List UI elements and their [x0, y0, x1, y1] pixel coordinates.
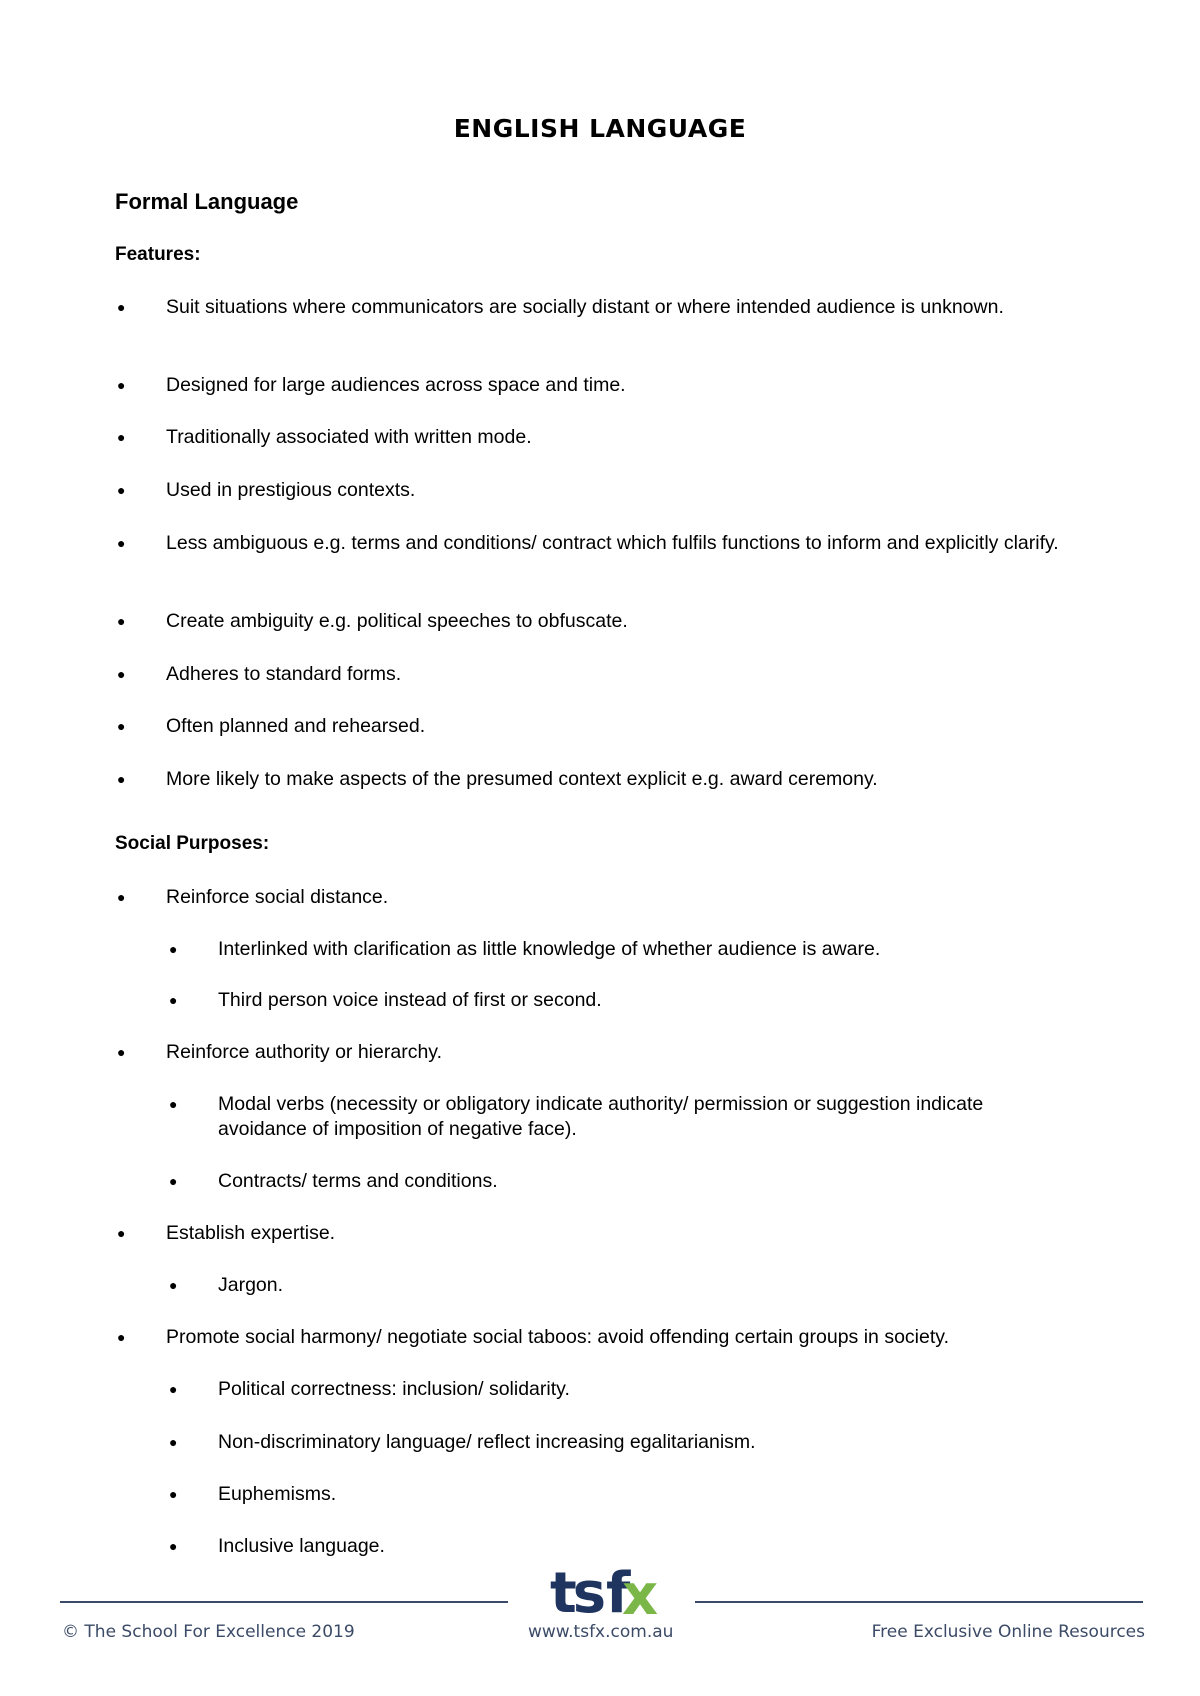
list-item: ● Designed for large audiences across space and time.	[117, 374, 626, 396]
bullet-icon: ●	[169, 1381, 178, 1397]
list-item: ● Used in prestigious contexts.	[117, 479, 416, 501]
sub-list-item: ● Contracts/ terms and conditions.	[169, 1170, 498, 1192]
list-item: ● Reinforce authority or hierarchy.	[117, 1041, 443, 1063]
sub-list-item: ● Inclusive language.	[169, 1535, 385, 1557]
bullet-icon: ●	[117, 1044, 126, 1060]
document-title: ENGLISH LANGUAGE	[453, 114, 747, 143]
bullet-icon: ●	[169, 1096, 178, 1112]
bullet-icon: ●	[117, 1225, 126, 1241]
list-item: ● Create ambiguity e.g. political speeches to obfuscate.	[117, 610, 628, 632]
sub-list-item: ● Third person voice instead of first or second.	[169, 989, 602, 1011]
svg-text:ts: ts	[550, 1561, 603, 1622]
footer-tagline: Free Exclusive Online Resources	[871, 1622, 1145, 1642]
bullet-icon: ●	[169, 992, 178, 1008]
sub-list-item: ● Interlinked with clarification as little knowledge of whether audience is aware.	[169, 938, 881, 960]
sub-list-item: ● Jargon.	[169, 1274, 284, 1296]
list-item: ● Suit situations where communicators are socially distant or where intended audience is unknown.	[117, 296, 1004, 318]
tsfx-logo-icon	[548, 1552, 658, 1622]
footer-divider-right	[695, 1601, 1143, 1603]
social-purposes-heading: Social Purposes:	[115, 833, 270, 854]
bullet-icon: ●	[117, 482, 126, 498]
sub-list-item: ● Euphemisms.	[169, 1483, 337, 1505]
footer-copyright: © The School For Excellence 2019	[62, 1622, 355, 1642]
list-item: ● Establish expertise.	[117, 1222, 336, 1244]
bullet-icon: ●	[169, 1486, 178, 1502]
list-item: ● Reinforce social distance.	[117, 886, 389, 908]
list-item: ● Less ambiguous e.g. terms and conditions/ contract which fulfils functions to inform and explicitly clarify.	[117, 532, 1059, 554]
bullet-icon: ●	[117, 535, 126, 551]
list-item: ● Traditionally associated with written mode.	[117, 426, 532, 448]
svg-text:f: f	[606, 1561, 627, 1622]
footer-divider-left	[60, 1601, 508, 1603]
bullet-icon: ●	[169, 1173, 178, 1189]
bullet-icon: ●	[169, 941, 178, 957]
bullet-icon: ●	[117, 299, 126, 315]
footer-website-link[interactable]: www.tsfx.com.au	[528, 1622, 674, 1642]
sub-list-item: ● Political correctness: inclusion/ solidarity.	[169, 1378, 570, 1400]
bullet-icon: ●	[117, 613, 126, 629]
bullet-icon: ●	[117, 771, 126, 787]
bullet-icon: ●	[117, 666, 126, 682]
bullet-icon: ●	[169, 1538, 178, 1554]
sub-list-item: ● Non-discriminatory language/ reflect increasing egalitarianism.	[169, 1431, 756, 1453]
bullet-icon: ●	[117, 377, 126, 393]
bullet-icon: ●	[117, 889, 126, 905]
list-item: ● Promote social harmony/ negotiate social taboos: avoid offending certain groups in society.	[117, 1326, 949, 1348]
features-heading: Features:	[115, 244, 201, 265]
bullet-icon: ●	[117, 718, 126, 734]
sub-list-item: ● Modal verbs (necessity or obligatory indicate authority/ permission or suggestion indicate avoidance of imposition of negative face).	[169, 1093, 984, 1140]
bullet-icon: ●	[117, 1329, 126, 1345]
svg-text:x: x	[622, 1563, 658, 1622]
bullet-icon: ●	[117, 429, 126, 445]
bullet-icon: ●	[169, 1434, 178, 1450]
list-item: ● More likely to make aspects of the presumed context explicit e.g. award ceremony.	[117, 768, 878, 790]
section-heading: Formal Language	[115, 189, 299, 214]
bullet-icon: ●	[169, 1277, 178, 1293]
list-item: ● Often planned and rehearsed.	[117, 715, 426, 737]
list-item: ● Adheres to standard forms.	[117, 663, 402, 685]
tsfx-logo	[548, 1552, 658, 1622]
